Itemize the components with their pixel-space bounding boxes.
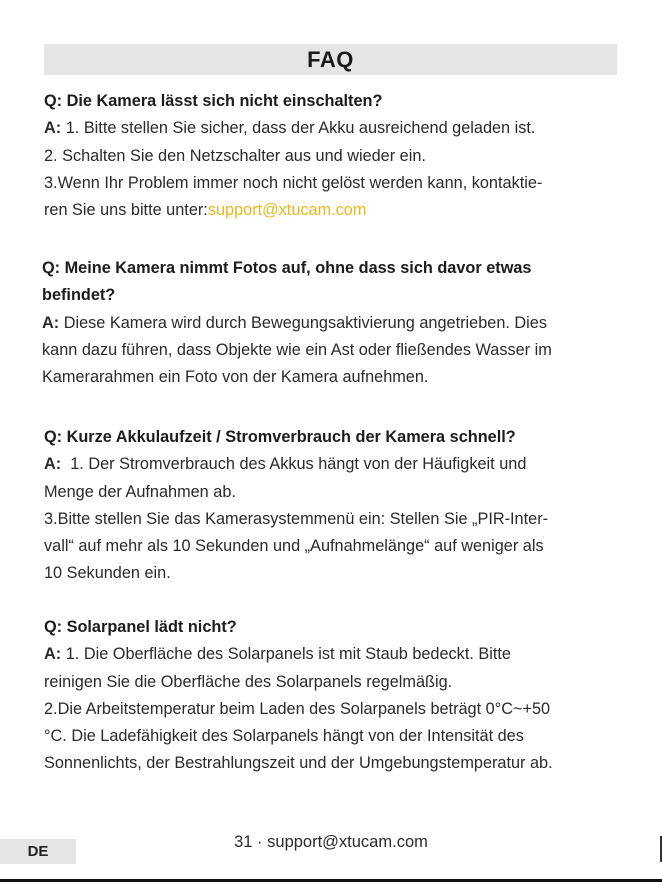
faq-answer-line xyxy=(42,310,552,337)
language-tab: DE xyxy=(0,839,76,864)
faq-answer-line: vall“ auf mehr als 10 Sekunden und „Aufnahmelänge“ auf weniger als xyxy=(44,537,544,556)
faq-answer-line: 2. Schalten Sie den Netzschalter aus und wieder ein. xyxy=(44,146,426,165)
faq-answer-line: °C. Die Ladefähigkeit des Solarpanels hängt von der Intensität des xyxy=(44,727,524,746)
faq-answer-line: Menge der Aufnahmen ab. xyxy=(44,482,236,501)
faq-section-4 xyxy=(44,614,553,778)
answer-label: A: xyxy=(44,645,62,664)
answer-text: 1. Der Stromverbrauch des Akkus hängt von der Häufigkeit und xyxy=(70,455,527,474)
faq-question: Q: Solarpanel lädt nicht? xyxy=(44,618,237,636)
faq-answer-line: kann dazu führen, dass Objekte wie ein Ast oder fließendes Wasser im xyxy=(42,340,552,359)
bottom-rule xyxy=(0,879,662,882)
answer-text: 1. Die Oberfläche des Solarpanels ist mit Staub bedeckt. Bitte xyxy=(65,645,511,664)
faq-answer-line: 3.Wenn Ihr Problem immer noch nicht gelöst werden kann, kontaktie- xyxy=(44,173,543,192)
answer-label: A: xyxy=(44,119,62,138)
faq-answer-line xyxy=(44,115,542,142)
faq-answer-line xyxy=(44,451,548,478)
faq-answer-line: 3.Bitte stellen Sie das Kamerasystemmenü ein: Stellen Sie „PIR-Inter- xyxy=(44,509,549,528)
faq-answer-line: Kamerarahmen ein Foto von der Kamera aufnehmen. xyxy=(42,368,429,387)
faq-answer-line: 10 Sekunden ein. xyxy=(44,564,171,583)
faq-answer-line xyxy=(44,641,553,668)
faq-question: befindet? xyxy=(42,286,116,305)
answer-text: 1. Bitte stellen Sie sicher, dass der Akku ausreichend geladen ist. xyxy=(65,119,536,138)
title-bar xyxy=(44,44,617,75)
answer-label: A: xyxy=(42,313,60,332)
faq-question: Q: Meine Kamera nimmt Fotos auf, ohne dass sich davor etwas xyxy=(42,259,532,277)
faq-section-1 xyxy=(44,88,542,224)
faq-answer-line: 2.Die Arbeitstemperatur beim Laden des Solarpanels beträgt 0°C~+50 xyxy=(44,699,551,718)
faq-section-3 xyxy=(44,424,548,588)
answer-text: Diese Kamera wird durch Bewegungsaktivierung angetrieben. Dies xyxy=(63,313,547,332)
faq-question: Q: Die Kamera lässt sich nicht einschalten? xyxy=(44,92,383,110)
faq-answer-line xyxy=(44,197,542,224)
support-email-link[interactable]: support@xtucam.com xyxy=(207,201,367,220)
faq-question: Q: Kurze Akkulaufzeit / Stromverbrauch der Kamera schnell? xyxy=(44,428,516,446)
answer-text: ren Sie uns bitte unter: xyxy=(44,201,208,220)
faq-answer-line: reinigen Sie die Oberfläche des Solarpanels regelmäßig. xyxy=(44,672,453,691)
faq-section-2 xyxy=(42,255,552,391)
faq-answer-line: Sonnenlichts, der Bestrahlungszeit und der Umgebungstemperatur ab. xyxy=(44,754,553,773)
page-title: FAQ xyxy=(307,46,354,72)
page-footer: 31 · support@xtucam.com xyxy=(234,833,428,851)
answer-label: A: xyxy=(44,455,62,474)
